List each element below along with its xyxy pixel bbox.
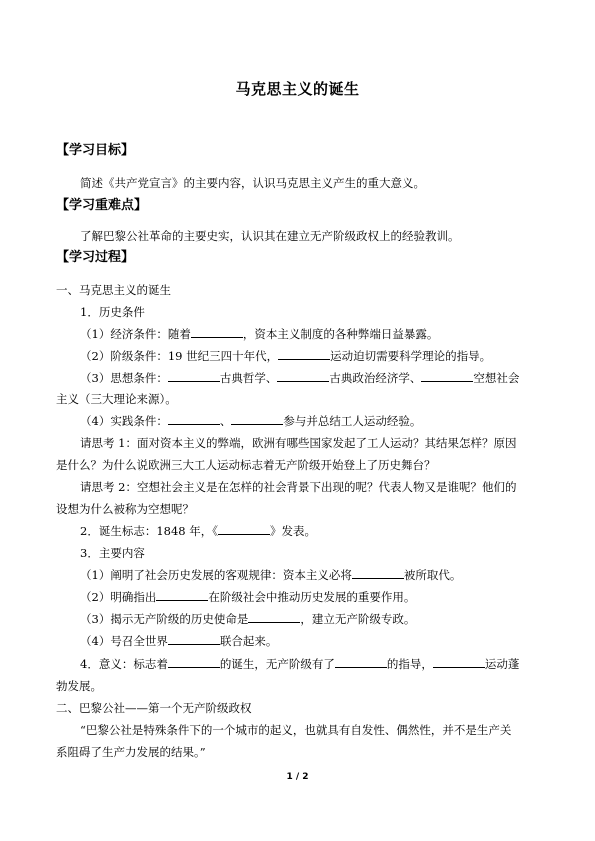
quote-text: “巴黎公社是特殊条件下的一个城市的起义，也就具有自发性、偶然性，并不是生产关: [80, 723, 512, 737]
subsection-main-content: 3．主要内容: [80, 546, 145, 560]
fill-blank: [218, 523, 270, 535]
section-1-heading: 一、马克思主义的诞生: [56, 283, 171, 297]
section-2-heading: 二、巴黎公社——第一个无产阶级政权: [56, 701, 252, 715]
condition-ideological: （3）思想条件： 古典哲学、 古典政治经济学、 空想社会: [80, 371, 520, 385]
condition-class: （2）阶级条件：19 世纪三四十年代， 运动迫切需要科学理论的指导。: [80, 349, 492, 363]
subsection-historical-conditions: 1．历史条件: [80, 305, 145, 319]
fill-blank: [156, 589, 208, 601]
fill-blank: [335, 656, 387, 668]
birth-symbol: 2．诞生标志：1848 年，《 》发表。: [80, 524, 316, 538]
content-item-2: （2）明确指出 在阶级社会中推动历史发展的重要作用。: [80, 590, 416, 604]
fill-blank: [231, 413, 283, 425]
fill-blank: [278, 348, 330, 360]
key-text: 了解巴黎公社革命的主要史实，认识其在建立无产阶级政权上的经验教训。: [80, 229, 460, 243]
think-question-1-cont: 是什么？为什么说欧洲三大工人运动标志着无产阶级开始登上了历史舞台？: [56, 458, 436, 472]
page-number: 1 / 2: [286, 772, 309, 782]
think-question-2-cont: 设想为什么被称为空想呢？: [56, 502, 194, 516]
fill-blank: [168, 633, 220, 645]
fill-blank: [248, 611, 300, 623]
quote-text-cont: 系阻碍了生产力发展的结果。”: [56, 745, 206, 759]
heading-key-points: 【学习重难点】: [56, 198, 148, 213]
fill-blank: [168, 413, 220, 425]
condition-ideological-cont: 主义（三大理论来源）。: [56, 392, 177, 406]
think-question-1: 请思考 1：面对资本主义的弊端，欧洲有哪些国家发起了工人运动？其结果怎样？原因: [80, 436, 517, 450]
condition-economic: （1）经济条件：随着 ，资本主义制度的各种弊端日益暴露。: [80, 327, 439, 341]
think-question-2: 请思考 2：空想社会主义是在怎样的社会背景下出现的呢？代表人物又是谁呢？他们的: [80, 480, 517, 494]
fill-blank: [191, 326, 243, 338]
fill-blank: [277, 370, 329, 382]
heading-learning-goals: 【学习目标】: [56, 143, 135, 158]
goal-text: 简述《共产党宣言》的主要内容，认识马克思主义产生的重大意义。: [80, 176, 425, 190]
content-item-3: （3）揭示无产阶级的历史使命是 ，建立无产阶级专政。: [80, 612, 416, 626]
fill-blank: [433, 656, 485, 668]
fill-blank: [421, 370, 473, 382]
significance: 4．意义：标志着 的诞生，无产阶级有了 的指导， 运动蓬: [80, 657, 520, 671]
content-item-4: （4）号召全世界 联合起来。: [80, 634, 278, 648]
fill-blank: [352, 567, 404, 579]
fill-blank: [168, 656, 220, 668]
page-title: 马克思主义的诞生: [235, 80, 360, 98]
content-item-1: （1）阐明了社会历史发展的客观规律：资本主义必将 被所取代。: [80, 568, 462, 582]
significance-cont: 勃发展。: [56, 679, 102, 693]
fill-blank: [168, 370, 220, 382]
condition-practical: （4）实践条件： 、 参与并总结工人运动经验。: [80, 414, 422, 428]
heading-learning-process: 【学习过程】: [56, 250, 135, 265]
